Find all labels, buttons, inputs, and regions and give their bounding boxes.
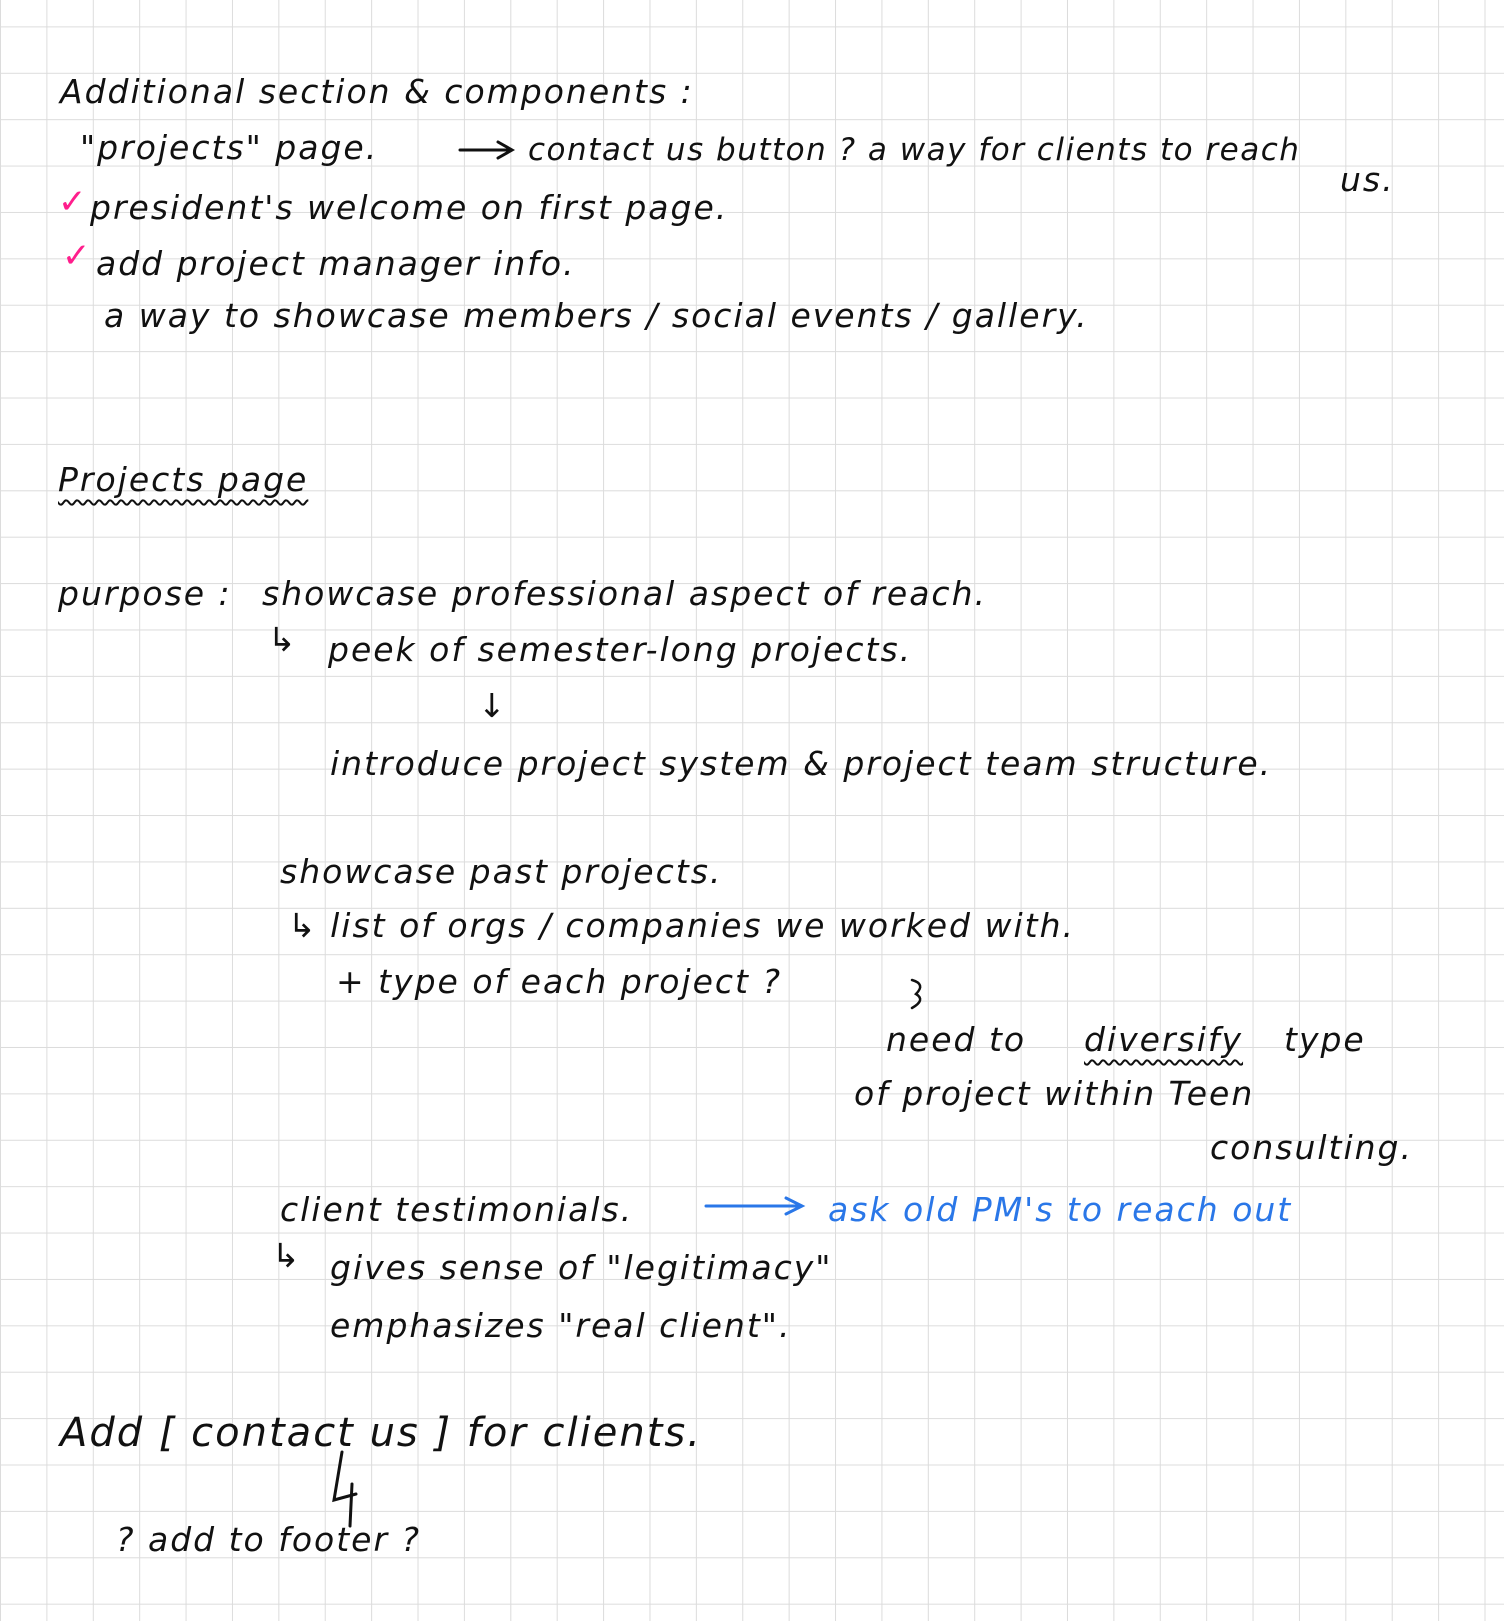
- arrow-bullet-icon: ↳: [268, 620, 298, 659]
- type-of-each-project: + type of each project ?: [336, 962, 782, 1001]
- introduce-project-system: introduce project system & project team structure.: [330, 744, 1273, 783]
- note-presidents-welcome: president's welcome on first page.: [90, 188, 729, 227]
- section-title-projects-page: Projects page: [58, 460, 309, 499]
- checkmark-icon: ✓: [58, 182, 87, 222]
- right-arrow-icon: [460, 142, 512, 158]
- diversify-note-line3: consulting.: [1210, 1128, 1413, 1167]
- down-arrow-icon: ↓: [478, 686, 508, 725]
- section-heading-additional: Additional section & components :: [60, 72, 694, 111]
- note-project-manager-info: add project manager info.: [96, 244, 576, 283]
- diversify-note-line2: of project within Teen: [854, 1074, 1255, 1113]
- curl-arrow-icon: [912, 980, 920, 1008]
- add-contact-us-line: Add [ contact us ] for clients.: [60, 1410, 702, 1456]
- arrow-bullet-icon: ↳: [272, 1236, 302, 1275]
- ask-old-pms-note: ask old PM's to reach out: [828, 1190, 1293, 1229]
- note-projects-page: "projects" page.: [80, 128, 379, 167]
- list-of-orgs: ↳ list of orgs / companies we worked with.: [288, 906, 1075, 945]
- add-to-footer-line: ? add to footer ?: [116, 1520, 422, 1559]
- purpose-text: showcase professional aspect of reach.: [262, 574, 987, 613]
- peek-semester-projects: peek of semester-long projects.: [328, 630, 913, 669]
- gives-legitimacy: gives sense of "legitimacy": [330, 1248, 833, 1287]
- emphasizes-real-client: emphasizes "real client".: [330, 1306, 792, 1345]
- note-contact-us-button: contact us button ? a way for clients to reach: [528, 132, 1301, 168]
- purpose-label: purpose :: [58, 574, 232, 613]
- showcase-past-projects: showcase past projects.: [280, 852, 723, 891]
- down-curved-arrow-icon: [334, 1452, 356, 1526]
- note-showcase-members: a way to showcase members / social events / gallery.: [104, 296, 1089, 335]
- diversify-word: diversify: [1084, 1020, 1244, 1059]
- client-testimonials: client testimonials.: [280, 1190, 634, 1229]
- diversify-note-line1-pre: need to: [886, 1020, 1027, 1059]
- note-contact-us-cont: us.: [1340, 160, 1395, 199]
- diversify-note-line1-post: type: [1284, 1020, 1366, 1059]
- blue-right-arrow-icon: [706, 1198, 802, 1214]
- checkmark-icon: ✓: [62, 236, 91, 276]
